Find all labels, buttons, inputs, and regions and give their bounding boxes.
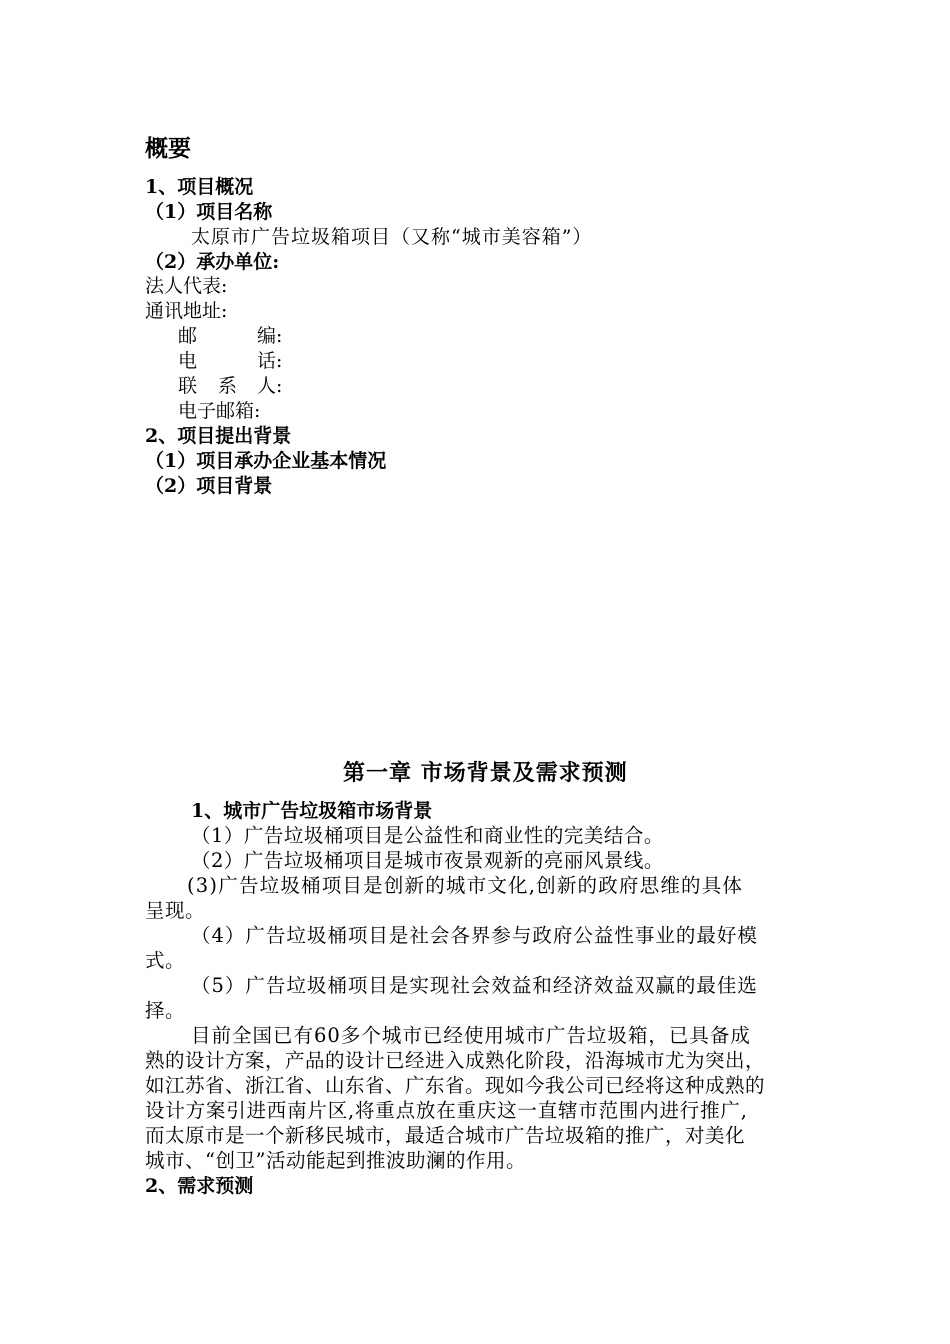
section-heading-market-background: 1、城市广告垃圾箱市场背景 bbox=[191, 800, 433, 822]
field-email: 电子邮箱: bbox=[178, 400, 261, 422]
field-contact-char2: 系 bbox=[218, 375, 238, 397]
subheading-company-info: （1）项目承办企业基本情况 bbox=[145, 450, 387, 472]
field-postcode-char2: 编: bbox=[257, 325, 283, 347]
section-heading-background: 2、项目提出背景 bbox=[145, 425, 292, 447]
list-item-3-line2: 呈现。 bbox=[145, 899, 206, 922]
project-name-text: 太原市广告垃圾箱项目（又称“城市美容箱”） bbox=[191, 226, 593, 248]
paragraph-line-6: 城市、“创卫”活动能起到推波助澜的作用。 bbox=[145, 1149, 526, 1172]
field-phone-char1: 电 bbox=[178, 350, 198, 372]
summary-title: 概要 bbox=[145, 135, 191, 162]
field-address: 通讯地址: bbox=[145, 300, 228, 322]
paragraph-line-3: 如江苏省、浙江省、山东省、广东省。现如今我公司已经将这种成熟的 bbox=[145, 1074, 766, 1097]
list-item-2: （2）广告垃圾桶项目是城市夜景观新的亮丽风景线。 bbox=[191, 849, 664, 872]
paragraph-line-4: 设计方案引进西南片区,将重点放在重庆这一直辖市范围内进行推广, bbox=[145, 1099, 748, 1122]
list-item-5-line1: （5）广告垃圾桶项目是实现社会效益和经济效益双赢的最佳选 bbox=[191, 974, 758, 997]
list-item-4-line1: （4）广告垃圾桶项目是社会各界参与政府公益性事业的最好模 bbox=[191, 924, 758, 947]
field-phone-char2: 话: bbox=[257, 350, 283, 372]
list-item-4-line2: 式。 bbox=[145, 949, 186, 972]
subheading-organizer: （2）承办单位: bbox=[145, 251, 280, 273]
chapter-title: 第一章 市场背景及需求预测 bbox=[343, 760, 628, 786]
field-postcode-char1: 邮 bbox=[178, 325, 198, 347]
field-contact-char3: 人: bbox=[257, 375, 283, 397]
subheading-project-name: （1）项目名称 bbox=[145, 201, 273, 223]
paragraph-line-2: 熟的设计方案，产品的设计已经进入成熟化阶段，沿海城市尤为突出， bbox=[145, 1049, 766, 1072]
list-item-3-line1: (3)广告垃圾桶项目是创新的城市文化,创新的政府思维的具体 bbox=[187, 874, 744, 897]
section-heading-demand-forecast: 2、需求预测 bbox=[145, 1175, 254, 1197]
list-item-1: （1）广告垃圾桶项目是公益性和商业性的完美结合。 bbox=[191, 824, 664, 847]
section-heading-project-overview: 1、项目概况 bbox=[145, 176, 254, 198]
subheading-project-background: （2）项目背景 bbox=[145, 475, 273, 497]
paragraph-line-5: 而太原市是一个新移民城市，最适合城市广告垃圾箱的推广，对美化 bbox=[145, 1124, 746, 1147]
paragraph-line-1: 目前全国已有60多个城市已经使用城市广告垃圾箱，已具备成 bbox=[191, 1024, 751, 1047]
list-item-5-line2: 择。 bbox=[145, 999, 186, 1022]
field-contact-char1: 联 bbox=[178, 375, 198, 397]
field-legal-rep: 法人代表: bbox=[145, 275, 228, 297]
